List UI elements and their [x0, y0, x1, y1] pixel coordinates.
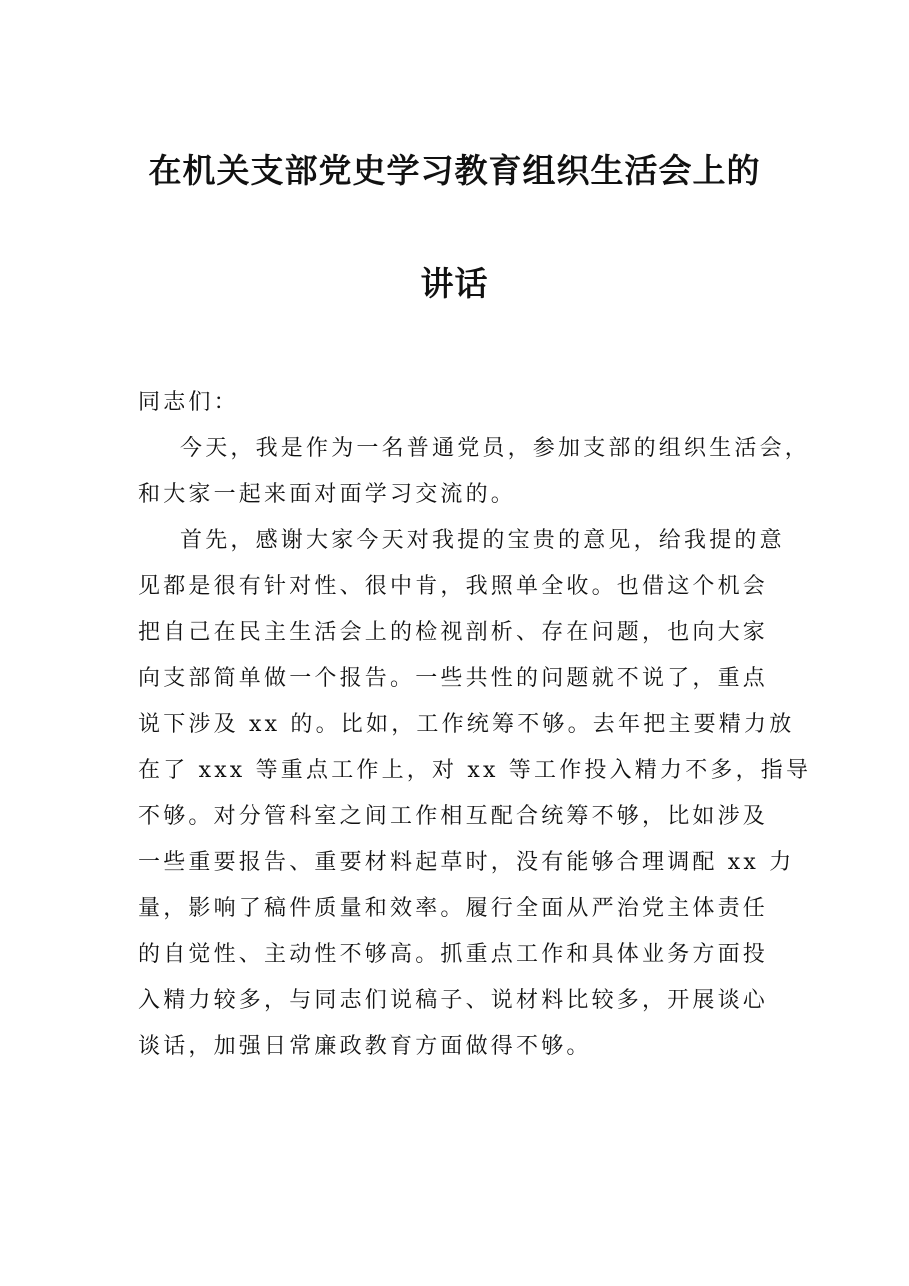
paragraph-line: 首先，感谢大家今天对我提的宝贵的意见，给我提的意	[180, 528, 785, 553]
paragraph-line: 见都是很有针对性、很中肯，我照单全收。也借这个机会	[138, 574, 769, 599]
salutation: 同志们：	[138, 390, 239, 415]
document-body	[138, 380, 812, 1070]
paragraph-line: 说下涉及 xx 的。比如，工作统筹不够。去年把主要精力放	[138, 712, 795, 737]
paragraph-line: 向支部简单做一个报告。一些共性的问题就不说了，重点	[138, 666, 769, 691]
paragraph-2	[138, 518, 812, 1070]
paragraph-line: 和大家一起来面对面学习交流的。	[138, 482, 517, 507]
paragraph-line: 把自己在民主生活会上的检视剖析、存在问题，也向大家	[138, 620, 769, 645]
paragraph-line: 今天，我是作为一名普通党员，参加支部的组织生活会，	[180, 436, 811, 461]
paragraph-line: 谈话，加强日常廉政教育方面做得不够。	[138, 1034, 592, 1059]
paragraph-line: 的自觉性、主动性不够高。抓重点工作和具体业务方面投	[138, 942, 769, 967]
paragraph-line: 一些重要报告、重要材料起草时，没有能够合理调配 xx 力	[138, 850, 795, 875]
paragraph-1	[138, 426, 811, 518]
document-title-line-1: 在机关支部党史学习教育组织生活会上的	[148, 151, 761, 190]
document-title-line-2: 讲话	[420, 264, 489, 303]
paragraph-line: 在了 xxx 等重点工作上，对 xx 等工作投入精力不多，指导	[138, 758, 812, 783]
paragraph-line: 入精力较多，与同志们说稿子、说材料比较多，开展谈心	[138, 988, 769, 1013]
paragraph-line: 量，影响了稿件质量和效率。履行全面从严治党主体责任	[138, 896, 769, 921]
paragraph-line: 不够。对分管科室之间工作相互配合统筹不够，比如涉及	[138, 804, 769, 829]
